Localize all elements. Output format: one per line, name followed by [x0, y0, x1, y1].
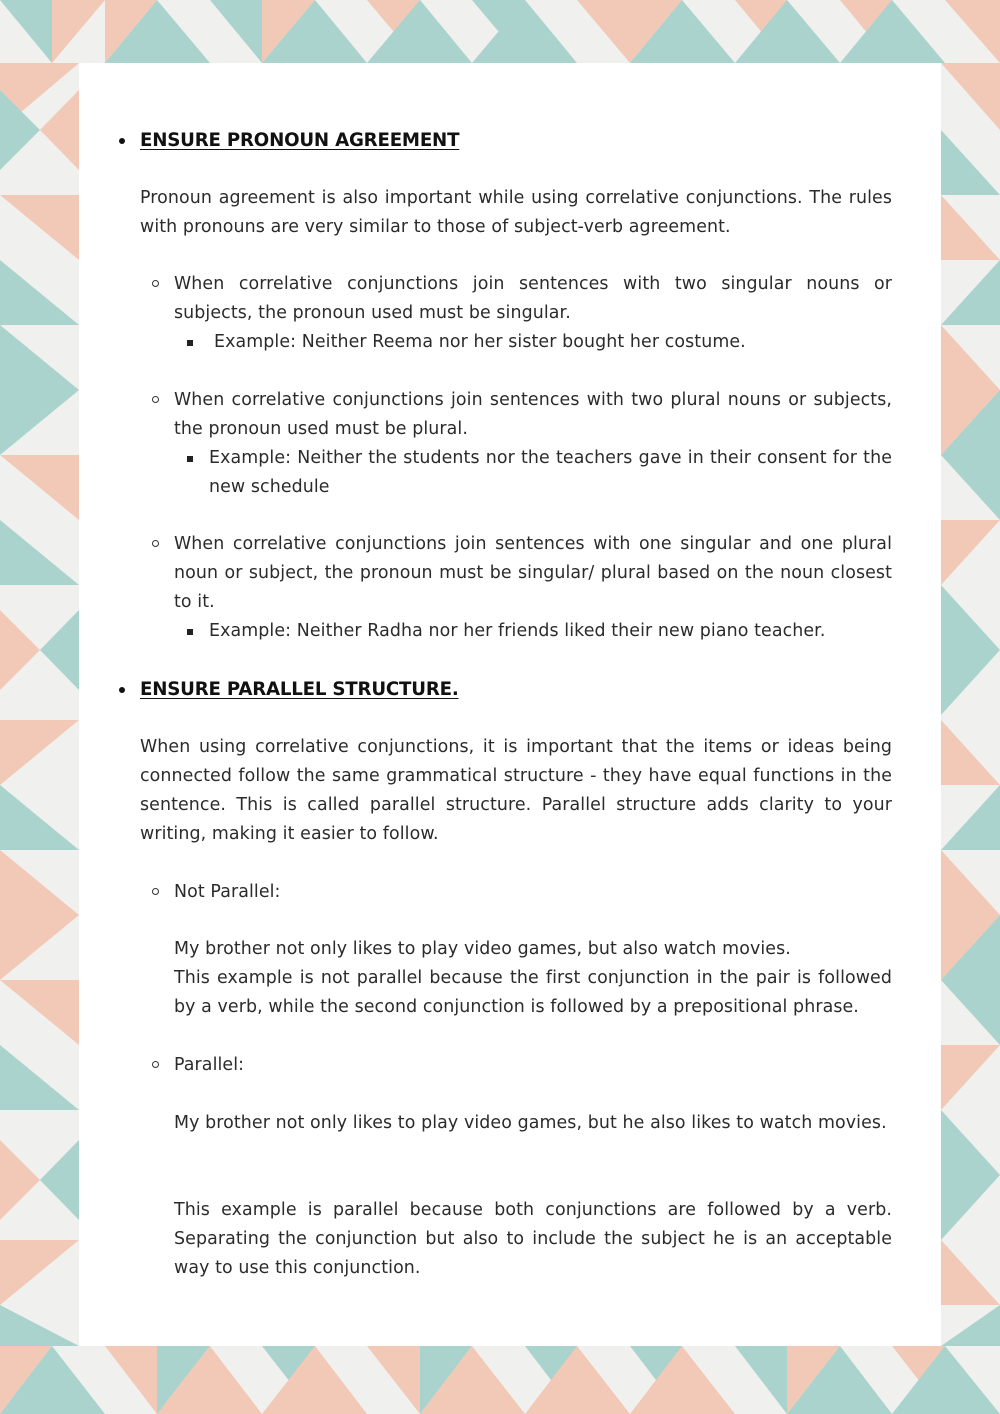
parallel-explanation: This example is parallel because both conjunctions are followed by a verb. Separating the conjunction but also to include the subject he is an acceptable way to use this conjunction. — [174, 1200, 892, 1278]
bullet-icon — [119, 687, 125, 693]
circle-bullet-icon — [152, 396, 159, 403]
section-heading-pronoun-agreement: ENSURE PRONOUN AGREEMENT — [140, 130, 460, 151]
rule-item-3: When correlative conjunctions join sentences with one singular and one plural noun or subject, the pronoun must be singular/ plural based on the noun closest to it. — [174, 534, 892, 612]
rule-item-1: When correlative conjunctions join sentences with two singular nouns or subjects, the pronoun used must be singular. — [174, 274, 892, 323]
rule-item-2: When correlative conjunctions join sentences with two plural nouns or subjects, the pronoun used must be plural. — [174, 390, 892, 439]
section-intro-pronoun-agreement: Pronoun agreement is also important while using correlative conjunctions. The rules with pronouns are very similar to those of subject-verb agreement. — [140, 188, 892, 237]
bullet-icon — [119, 138, 125, 144]
circle-bullet-icon — [152, 888, 159, 895]
not-parallel-explanation: This example is not parallel because the first conjunction in the pair is followed by a verb, while the second conjunction is followed by a prepositional phrase. — [174, 968, 892, 1017]
parallel-label: Parallel: — [174, 1055, 245, 1075]
rule-example-1: Example: Neither Reema nor her sister bought her costume. — [214, 332, 746, 352]
section-heading-parallel-structure: ENSURE PARALLEL STRUCTURE. — [140, 679, 459, 700]
not-parallel-label: Not Parallel: — [174, 882, 281, 902]
parallel-sentence: My brother not only likes to play video games, but he also likes to watch movies. — [174, 1113, 887, 1133]
document-page — [79, 63, 941, 1346]
section-intro-parallel-structure: When using correlative conjunctions, it is important that the items or ideas being connected follow the same grammatical structure - they have equal functions in the sentence. This is called parallel structure. Parallel structure adds clarity to your writing, making it easier to follow. — [140, 737, 892, 844]
not-parallel-sentence: My brother not only likes to play video games, but also watch movies. — [174, 939, 791, 959]
square-bullet-icon — [187, 456, 193, 462]
circle-bullet-icon — [152, 280, 159, 287]
circle-bullet-icon — [152, 1061, 159, 1068]
rule-example-3: Example: Neither Radha nor her friends liked their new piano teacher. — [209, 621, 826, 641]
rule-example-2: Example: Neither the students nor the teachers gave in their consent for the new schedule — [209, 448, 892, 497]
circle-bullet-icon — [152, 540, 159, 547]
square-bullet-icon — [187, 340, 193, 346]
square-bullet-icon — [187, 629, 193, 635]
